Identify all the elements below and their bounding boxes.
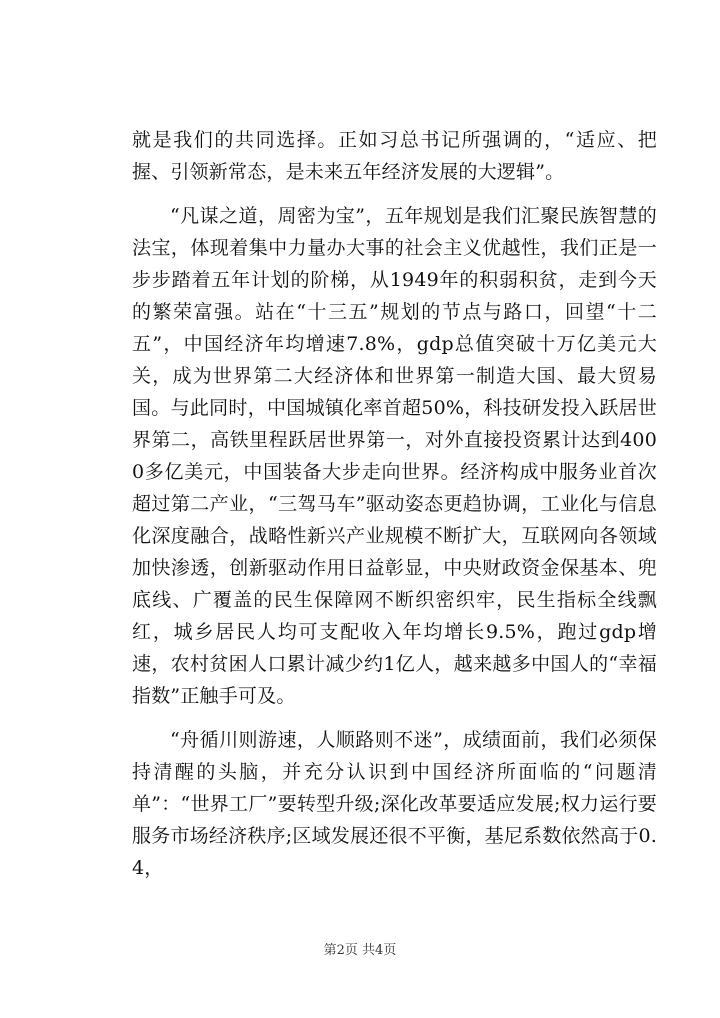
page-number-footer: 第2页 共4页 <box>323 943 397 958</box>
paragraph-problem-list: “舟循川则游速，人顺路则不迷”，成绩面前，我们必须保持清醒的头脑，并充分认识到中国经济所面临的“问题清单”：“世界工厂”要转型升级;深化改革要适应发展;权力运行要服务市场经济秩序;区域发展还很不平衡，基尼系数依然高于0.4， <box>132 729 657 879</box>
document-body <box>132 124 657 884</box>
paragraph-five-year-plan: “凡谋之道，周密为宝”，五年规划是我们汇聚民族智慧的法宝，体现着集中力量办大事的社会主义优越性，我们正是一步步踏着五年计划的阶梯，从1949年的积弱积贫，走到今天的繁荣富强。站在“十三五”规划的节点与路口，回望“十二五”，中国经济年均增速7.8%，gdp总值突破十万亿美元大关，成为世界第二大经济体和世界第一制造大国、最大贸易国。与此同时，中国城镇化率首超50%，科技研发投入跃居世界第二，高铁里程跃居世界第一，对外直接投资累计达到4000多亿美元，中国装备大步走向世界。经济构成中服务业首次超过第二产业，“三驾马车”驱动姿态更趋协调，工业化与信息化深度融合，战略性新兴产业规模不断扩大，互联网向各领域加快渗透，创新驱动作用日益彰显，中央财政资金保基本、兜底线、广覆盖的民生保障网不断织密织牢，民生指标全线飘红，城乡居民人均可支配收入年均增长9.5%，跑过gdp增速，农村贫困人口累计减少约1亿人，越来越多中国人的“幸福指数”正触手可及。 <box>132 205 657 707</box>
paragraph-continuation: 就是我们的共同选择。正如习总书记所强调的，“适应、把握、引领新常态，是未来五年经济发展的大逻辑”。 <box>132 129 657 183</box>
